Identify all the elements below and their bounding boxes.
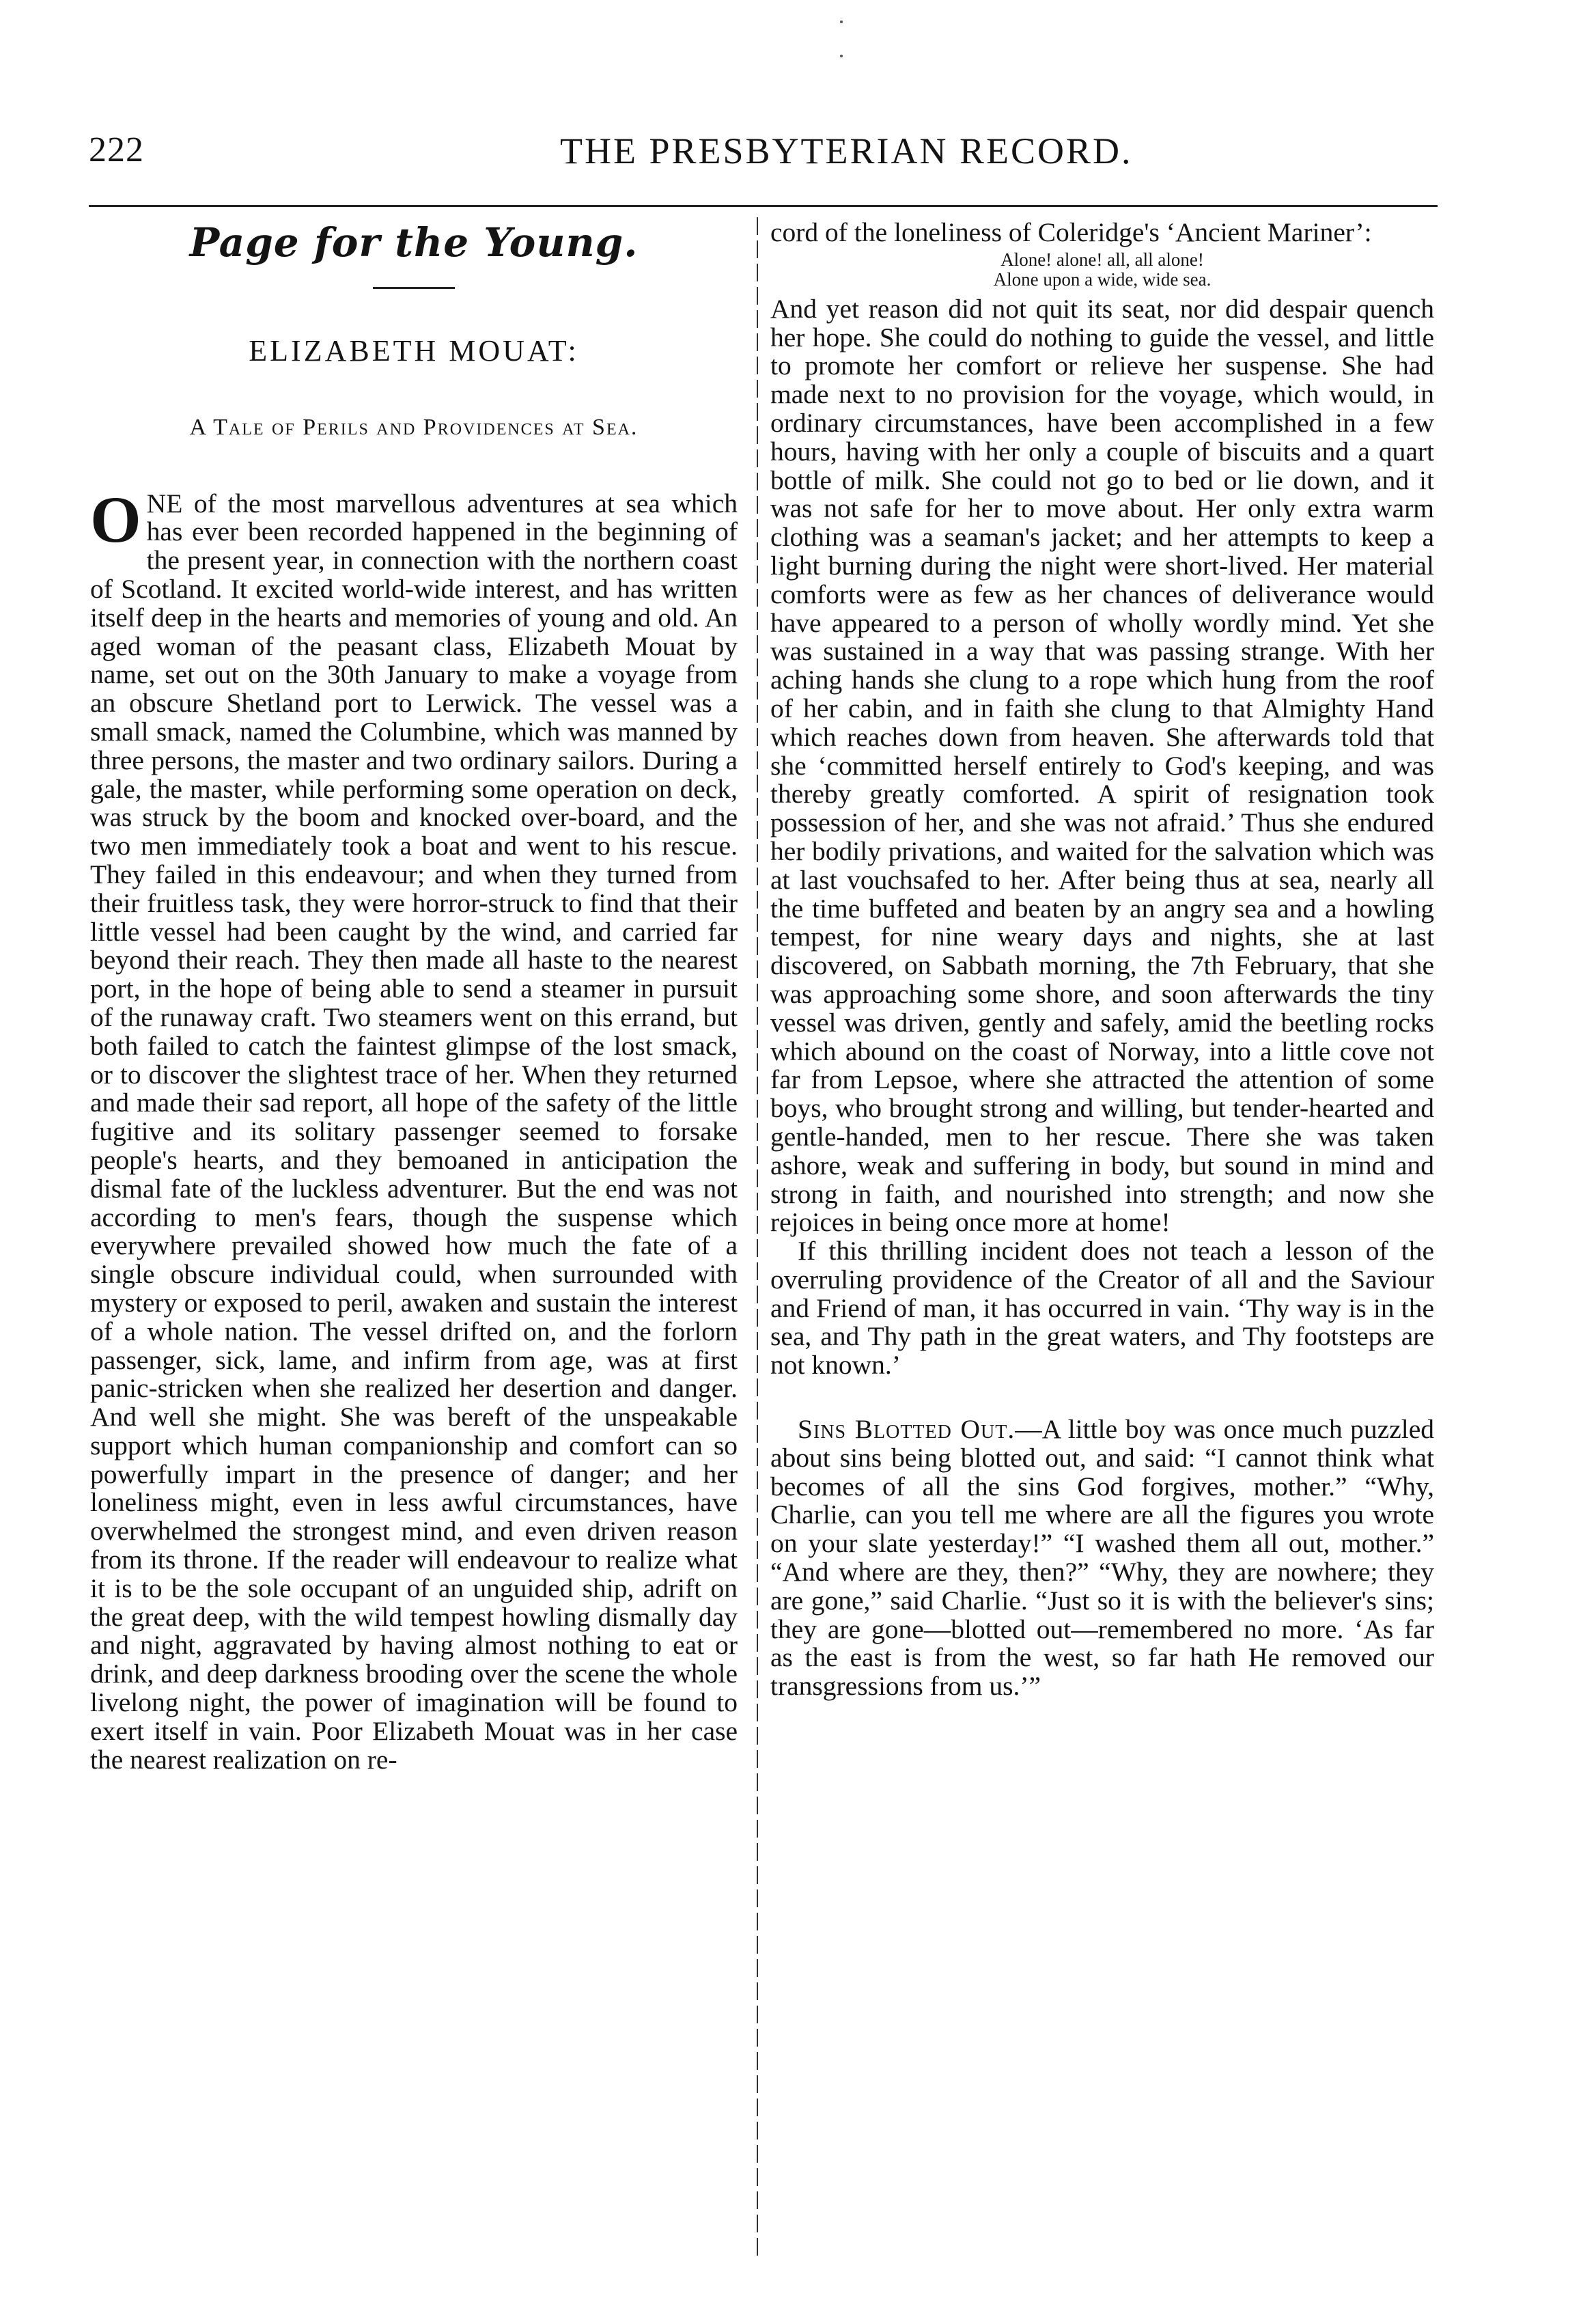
story-title: ELIZABETH MOUAT: [249, 334, 579, 368]
poem-quote [770, 250, 1434, 290]
page-header [89, 130, 1420, 184]
journal-title: THE PRESBYTERIAN RECORD. [560, 130, 1133, 171]
poem-line: Alone! alone! all, all alone! [1000, 249, 1204, 270]
story-paragraph-2: And yet reason did not quit its seat, nor did despair quench her hope. She could do nothing to guide the vessel, and little to promote her comfort or relieve her suspense. She had made next to no provision for the voyage, which would, in ordinary circumstances, have been accomplished in a few hours, having with her only a couple of biscuits and a quart bottle of milk. She could not go to bed or lie down, and it was not safe for her to move about. Her only extra warm clothing was a seaman's jacket; and her attempts to keep a light burning during the night were short-lived. Her material comforts were as few as her chances of deliverance would have appeared to a person of wholly wordly mind. Yet she was sustained in a way that was passing strange. With her aching hands she clung to a rope which hung from the roof of her cabin, and in faith she clung to that Almighty Hand which reaches down from heaven. She afterwards told that she ‘committed herself entirely to God's keeping, and was thereby greatly comforted. A spirit of resignation took possession of her, and she was not afraid.’ Thus she endured her bodily privations, and waited for the salvation which was at last vouchsafed to her. After being thus at sea, nearly all the time buffeted and beaten by an angry sea and a howling tempest, for nine weary days and nights, she at last discovered, on Sabbath morning, the 7th February, that she was approaching some shore, and soon afterwards the tiny vessel was driven, gently and safely, amid the beetling rocks which abound on the coast of Norway, into a little cove not far from Lepsoe, where she attracted the attention of some boys, who brought strong and willing, but tender-hearted and gentle-handed, men to her rescue. There she was taken ashore, weak and suffering in body, but sound in mind and strong in faith, and nourished into strength; and now she rejoices in being once more at home! [770, 293, 1434, 1238]
story-subtitle: A Tale of Perils and Providences at Sea. [189, 414, 639, 440]
header-rule [89, 205, 1438, 207]
print-speck [840, 55, 843, 57]
dropcap: O [90, 482, 141, 556]
story-paragraph-1-text: NE of the most marvellous adventures at sea which has ever been recorded happened in the beginning of the present year, in connection with the northern coast of Scotland. It excited world-wide interest, and has written itself deep in the hearts and memories of young and old. An aged woman of the peasant class, Elizabeth Mouat by name, set out on the 30th January to make a voyage from an obscure Shetland port to Lerwick. The vessel was a small smack, named the Columbine, which was manned by three persons, the master and two ordinary sailors. During a gale, the master, while performing some operation on deck, was struck by the boom and knocked over-board, and the two men immediately took a boat and went to his rescue. They failed in this endeavour; and when they turned from their fruitless task, they were horror-struck to find that their little vessel had been caught by the wind, and carried far beyond their reach. They then made all haste to the nearest port, in the hope of being able to send a steamer in pursuit of the runaway craft. Two steamers went on this errand, but both failed to catch the faintest glimpse of the lost smack, or to discover the slightest trace of her. When they returned and made their sad report, all hope of the safety of the little fugitive and its solitary passenger seemed to forsake people's hearts, and they bemoaned in anticipation the dismal fate of the luckless adventurer. But the end was not according to men's fears, though the suspense which everywhere prevailed showed how much the fate of a single obscure individual could, when surrounded with mystery or exposed to peril, awaken and sustain the interest of a whole nation. The vessel drifted on, and the forlorn passenger, sick, lame, and infirm from age, was at first panic-stricken when she realized her desertion and danger. And well she might. She was bereft of the unspeakable support which human companionship and comfort can so powerfully impart in the presence of danger; and her loneliness might, even in less awful circumstances, have overwhelmed the strongest mind, and even driven reason from its throne. If the reader will endeavour to realize what it is to be the sole occupant of an unguided ship, adrift on the great deep, with the wild tempest howling dismally day and night, aggravated by having almost nothing to eat or drink, and deep darkness brooding over the scene the whole livelong night, the power of imagination will be found to exert itself in vain. Poor Elizabeth Mouat was in her case the nearest realization on re- [90, 488, 738, 1775]
print-speck [840, 20, 843, 23]
left-column [90, 219, 738, 1774]
column-divider [757, 217, 758, 2260]
anecdote-body: —A little boy was once much puzzled about sins being blotted out, and said: “I cannot think what becomes of all the sins God forgives, mother.” “Why, Charlie, can you tell me where are all the figures you wrote on your slate yesterday!” “I washed them all out, mother.” “And where are they, then?” “Why, they are nowhere; they are gone,” said Charlie. “Just so it is with the believer's sins; they are gone—blotted out—remembered no more. ‘As far as the east is from the west, so far hath He removed our transgressions from us.’” [770, 1414, 1434, 1702]
story-continuation: cord of the loneliness of Coleridge's ‘Ancient Mariner’: [770, 217, 1372, 247]
story-paragraph-1 [90, 482, 738, 1775]
page-number: 222 [89, 130, 144, 169]
right-column [770, 219, 1434, 1701]
section-heading: Page for the Young. [189, 219, 639, 266]
story-paragraph-3: If this thrilling incident does not teach a lesson of the overruling providence of the Creator of all and the Saviour and Friend of man, it has occurred in vain. ‘Thy way is in the sea, and Thy path in the great waters, and Thy footsteps are not known.’ [770, 1236, 1434, 1381]
heading-rule [373, 287, 455, 289]
anecdote-title: Sins Blotted Out. [798, 1414, 1016, 1445]
spacer [770, 1380, 1434, 1415]
anecdote-paragraph [770, 1415, 1434, 1701]
poem-line: Alone upon a wide, wide sea. [993, 268, 1212, 290]
